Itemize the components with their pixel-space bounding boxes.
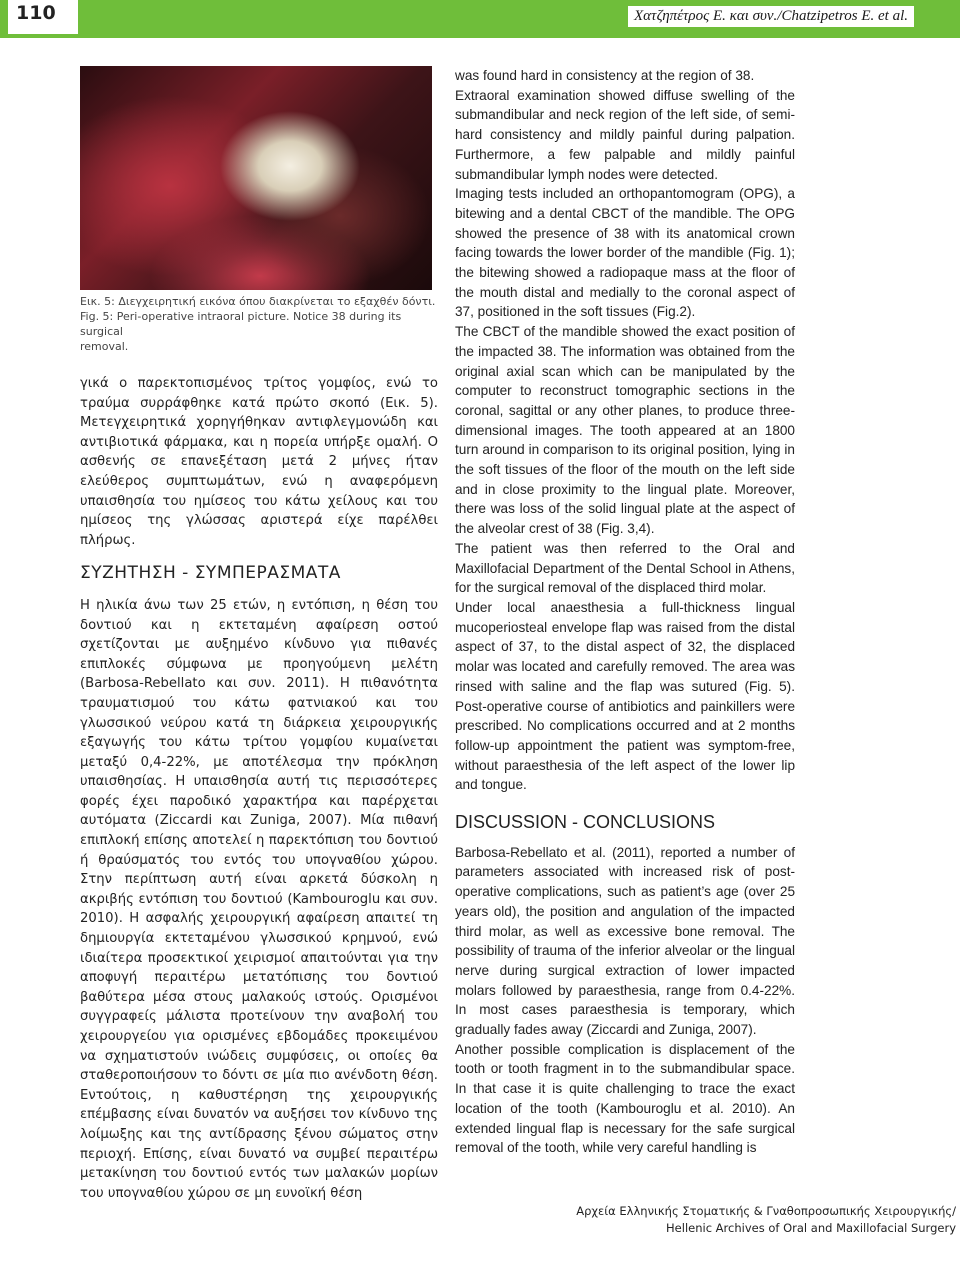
- section-heading-english: DISCUSSION - CONCLUSIONS: [455, 812, 716, 833]
- caption-greek: Εικ. 5: Διεγχειρητική εικόνα όπου διακρίνεται το εξαχθέν δόντι.: [80, 295, 436, 308]
- footer-line-greek: Αρχεία Ελληνικής Στοματικής & Γναθοπροσωπικής Χειρουργικής/: [576, 1204, 956, 1218]
- paragraph: was found hard in consistency at the region of 38.: [455, 68, 755, 83]
- paragraph: Imaging tests included an orthopantomogram (OPG), a bitewing and a dental CBCT of the mandible. The OPG showed the presence of 38 with its anatomical crown facing towards the lower border of the mandible (Fig. 1); the bitewing showed a radiopaque mass at the floor of the mouth distal and medially to the coronal aspect of 37, positioned in the soft tissues (Fig.2).: [455, 186, 795, 320]
- page-number: 110: [8, 0, 78, 34]
- paragraph: The patient was then referred to the Oral and Maxillofacial Department of the Dental School in Athens, for the surgical removal of the displaced third molar.: [455, 540, 795, 596]
- paragraph: The CBCT of the mandible showed the exact position of the impacted 38. The information was obtained from the original axial scan which can be manipulated by the computer to reconstruct tomographic sections in the coronal, sagittal or any other planes, to produce three-dimensional images. The tooth appeared at an 1800 turn around in comparison to its original position, lying in the soft tissues of the floor of the mouth on the left side and in close proximity to the lingual plate. Moreover, there was loss of the solid lingual plate at the aspect of the alveolar crest of 38 (Fig. 3,4).: [455, 324, 795, 537]
- caption-english-line-1: Fig. 5: Peri-operative intraoral picture. Notice 38 during its surgical: [80, 310, 402, 338]
- journal-footer: [576, 1203, 956, 1237]
- running-head: Χατζηπέτρος Ε. και συν./Chatzipetros E. et al.: [628, 6, 914, 27]
- intraoral-photo: [80, 66, 432, 290]
- right-column: [455, 66, 795, 1158]
- paragraph: Η ηλικία άνω των 25 ετών, η εντόπιση, η θέση του δοντιού και η εκτεταμένη αφαίρεση οστού σχετίζονται με αυξημένο κίνδυνο για πιθανές επιπλοκές σύμφωνα με προηγούμενη μελέτη (Barbosa-Rebellato και συν. 2011). Η πιθανότητα τραυματισμού του κάτω φατνιακού και του γλωσσικού νεύρου κατά τη διάρκεια χειρουργικής εξαγωγής του κάτω τρίτου γομφίου κυμαίνεται μεταξύ 0,4-22%, με αποτέλεσμα την πρόκληση υπαισθησίας. Η υπαισθησία αυτή τις περισσότερες φορές έχει παροδικό χαρακτήρα και παρέρχεται αυτόματα (Ziccardi και Zuniga, 2007). Μία πιθανή επιπλοκή επίσης αποτελεί η παρεκτόπιση του δοντιού ή θραύσματός του εντός του υπογναθίου χώρου. Στην περίπτωση αυτή είναι αρκετά δύσκολη η ακριβής εντόπιση του δοντιού (Kambouroglu και συν. 2010). Η ασφαλής χειρουργική αφαίρεση απαιτεί τη δημιουργία εκτεταμένου γλωσσικού κρημνού, ενώ ιδιαίτερα προσεκτικοί χειρισμοί απαιτούνται για την αποφυγή περαιτέρω μετατόπισης του δοντιού βαθύτερα μέσα στους μαλακούς ιστούς. Ορισμένοι συγγραφείς μάλιστα προτείνουν την αναβολή του χειρουργείου για ορισμένες εβδομάδες προκειμένου να σχηματιστούν ινώδεις συμφύσεις, οι οποίες θα σταθεροποιήσουν το δόντι σε μία πιο ανένδοτη θέση. Εντούτοις, η καθυστέρηση της χειρουργικής επέμβασης είναι δυνατόν να αυξήσει τον κίνδυνο της λοίμωξης και της αντίδρασης ξένου σώματος στην περιοχή. Επίσης, είναι δυνατό να συμβεί περαιτέρω μετακίνηση του δοντιού εντός των μαλακών μορίων του υπογναθίου χώρου σε μη ευνοϊκή θέση: [80, 597, 438, 1201]
- paragraph: Another possible complication is displacement of the tooth or tooth fragment in to the submandibular space. In that case it is quite challenging to trace the exact location of the tooth (Kambouroglu et al. 2010). An extended lingual flap is necessary for the safe surgical removal of the tooth, while very careful handling is: [455, 1041, 795, 1156]
- section-heading-greek: ΣΥΖΗΤΗΣΗ - ΣΥΜΠΕΡΑΣΜΑΤΑ: [80, 563, 341, 584]
- left-column: [80, 374, 438, 1203]
- paragraph: γικά ο παρεκτοπισμένος τρίτος γομφίος, ενώ το τραύμα συρράφθηκε κατά πρώτο σκοπό (Εικ. 5). Μετεγχειρητικά χορηγήθηκαν αντιφλεγμονώδη και αντιβιοτικά φάρμακα, και η πορεία υπήρξε ομαλή. Ο ασθενής σε επανεξέταση μετά 2 μήνες ήταν ελεύθερος συμπτωμάτων, ενώ η αναφερόμενη υπαισθησία του ημίσεος του κάτω χείλους και του ημίσεος της γλώσσας αριστερά είχε παρέλθει πλήρως.: [80, 376, 438, 548]
- caption-english-line-2: removal.: [80, 340, 129, 353]
- paragraph: Extraoral examination showed diffuse swelling of the submandibular and neck region of the left side, of semi-hard consistency and mildly painful during palpation. Furthermore, a few palpable and mildly painful submandibular lymph nodes were detected.: [455, 87, 795, 182]
- figure-caption: [80, 294, 440, 354]
- paragraph: Under local anaesthesia a full-thickness lingual mucoperiosteal envelope flap was raised from the distal aspect of 37, to the distal aspect of 32, the displaced molar was located and carefully removed. The area was rinsed with saline and the flap was sutured (Fig. 5). Post-operative course of antibiotics and painkillers were prescribed. No complications occurred and at 2 months follow-up appointment the patient was symptom-free, without paraesthesia of the left aspect of the lower lip and tongue.: [455, 599, 795, 793]
- paragraph: Barbosa-Rebellato et al. (2011), reported a number of parameters associated with increased risk of post-operative complications, such as patient’s age (over 25 years old), the position and angulation of the impacted third molar, as well as excessive bone removal. The possibility of trauma of the inferior alveolar or the lingual nerve during surgical extraction of lower impacted molars followed by paraesthesia, range from 0.4-22%. In most cases paraesthesia is temporary, which gradually fades away (Ziccardi and Zuniga, 2007).: [455, 844, 795, 1038]
- footer-line-english: Hellenic Archives of Oral and Maxillofacial Surgery: [666, 1221, 956, 1235]
